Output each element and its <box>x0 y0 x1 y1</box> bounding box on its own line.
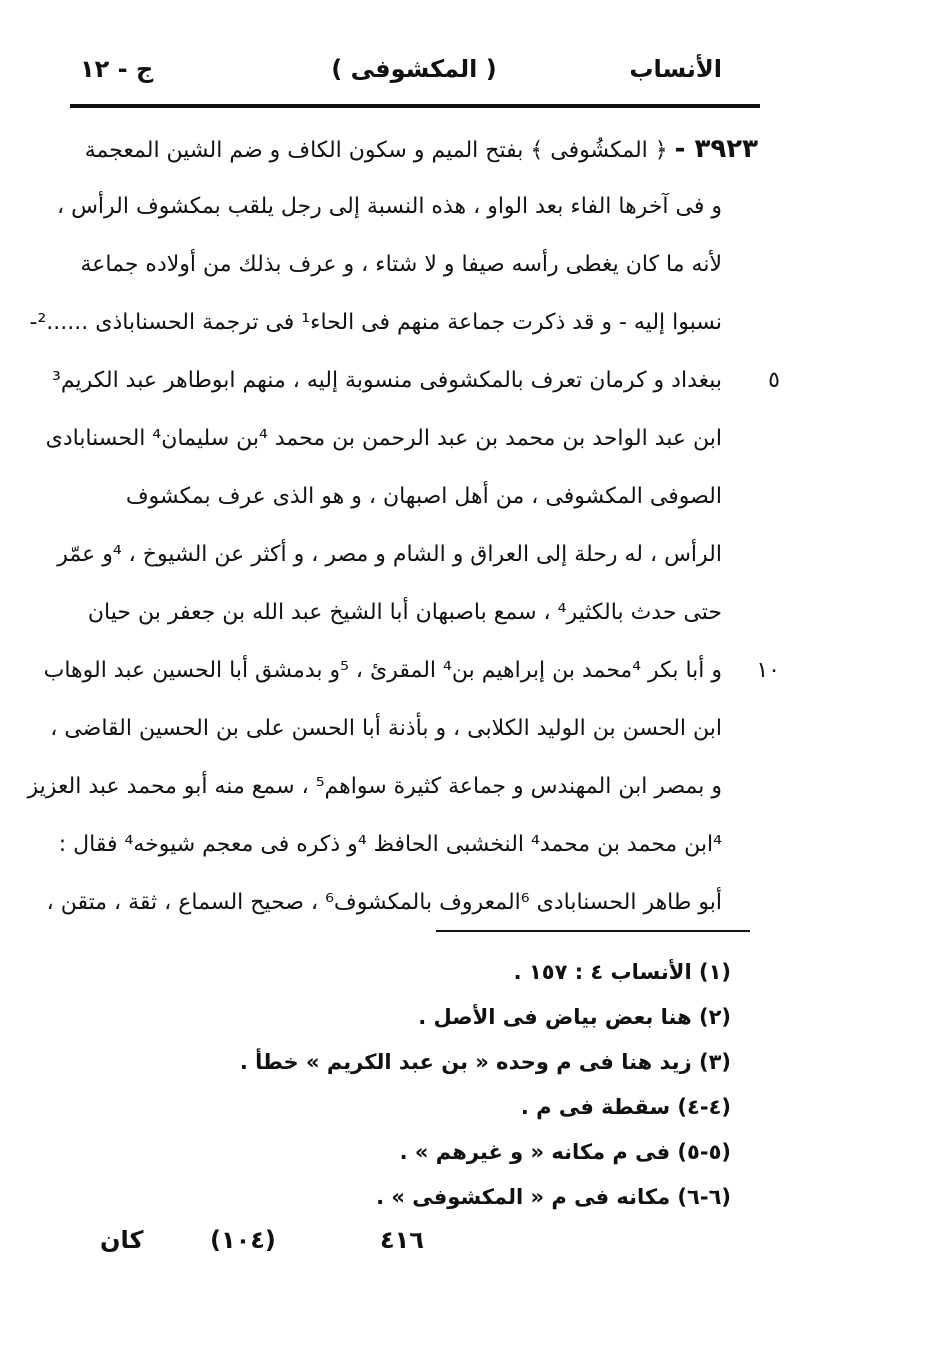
line-text: و أبا بكر ⁴محمد بن إبراهيم بن⁴ المقرئ ، ⁵و بدمشق أبا الحسين عبد الوهاب <box>43 658 722 683</box>
line-text: لأنه ما كان يغطى رأسه صيفا و لا شتاء ، و عرف بذلك من أولاده جماعة <box>80 252 722 277</box>
line-text: الصوفى المكشوفى ، من أهل اصبهان ، و هو الذى عرف بمكشوف <box>125 484 722 509</box>
text-line <box>45 410 758 468</box>
line-number: ٥ <box>768 368 780 393</box>
entry-title: ( المكشوفى ) <box>331 55 497 83</box>
text-line <box>51 352 780 410</box>
text-line <box>57 526 758 584</box>
footnotes <box>171 950 731 1220</box>
catchword: كان <box>100 1226 144 1254</box>
text-line <box>56 178 758 236</box>
footnote: (١) الأنساب ٤ : ١٥٧ . <box>513 960 731 984</box>
line-text: ببغداد و كرمان تعرف بالمكشوفى منسوبة إليه ، منهم ابوطاهر عبد الكريم³ <box>51 368 722 393</box>
text-line <box>43 642 780 700</box>
running-header <box>78 55 750 99</box>
footnote: (٣) زيد هنا فى م وحده « بن عبد الكريم » خطأ . <box>239 1050 731 1074</box>
line-text: ابن الحسن بن الوليد الكلابى ، و بأذنة أبا الحسن على بن الحسين القاضى ، <box>50 716 722 741</box>
main-text <box>27 120 780 932</box>
page-footer <box>90 1226 470 1266</box>
line-text: نسبوا إليه - و قد ذكرت جماعة منهم فى الحاء¹ فى ترجمة الحسناباذى ......²- <box>29 310 722 335</box>
text-line <box>27 758 758 816</box>
text-line <box>29 294 758 352</box>
volume-number: ج - ١٢ <box>80 55 154 83</box>
line-text: ⁴ابن محمد بن محمد⁴ النخشبى الحافظ ⁴و ذكره فى معجم شيوخه⁴ فقال : <box>58 832 722 857</box>
text-line <box>50 700 758 758</box>
text-line <box>58 816 758 874</box>
footnote-separator <box>436 930 750 932</box>
line-text: ﴿ المكشُوفى ﴾ بفتح الميم و سكون الكاف و ضم الشين المعجمة <box>84 138 668 163</box>
signature-mark: (١٠٤) <box>210 1226 276 1254</box>
footnote: (٥-٥) فى م مكانه « و غيرهم » . <box>399 1140 731 1164</box>
line-text: الرأس ، له رحلة إلى العراق و الشام و مصر ، و أكثر عن الشيوخ ، ⁴و عمّر <box>57 542 722 567</box>
text-line <box>78 236 758 294</box>
footnote: (٤-٤) سقطة فى م . <box>520 1095 731 1119</box>
line-text: حتى حدث بالكثير⁴ ، سمع باصبهان أبا الشيخ عبد الله بن جعفر بن حيان <box>87 600 722 625</box>
line-text: و فى آخرها الفاء بعد الواو ، هذه النسبة إلى رجل يلقب بمكشوف الرأس ، <box>56 194 722 219</box>
text-line <box>46 874 758 932</box>
line-number: ١٠ <box>756 658 780 683</box>
footnote: (٦-٦) مكانه فى م « المكشوفى » . <box>376 1185 731 1209</box>
text-line <box>78 468 758 526</box>
book-title: الأنساب <box>629 55 722 83</box>
line-text: أبو طاهر الحسنابادى ⁶المعروف بالمكشوف⁶ ، صحيح السماع ، ثقة ، متقن ، <box>46 890 722 915</box>
header-rule <box>70 104 760 108</box>
entry-number: ٣٩٢٣ - <box>674 134 758 164</box>
text-line <box>78 120 758 178</box>
line-text: ابن عبد الواحد بن محمد بن عبد الرحمن بن محمد ⁴بن سليمان⁴ الحسنابادى <box>45 426 722 451</box>
line-text: و بمصر ابن المهندس و جماعة كثيرة سواهم⁵ ، سمع منه أبو محمد عبد العزيز <box>27 774 722 799</box>
footnote: (٢) هنا بعض بياض فى الأصل . <box>418 1005 731 1029</box>
text-line <box>78 584 758 642</box>
page-number: ٤١٦ <box>380 1226 424 1254</box>
